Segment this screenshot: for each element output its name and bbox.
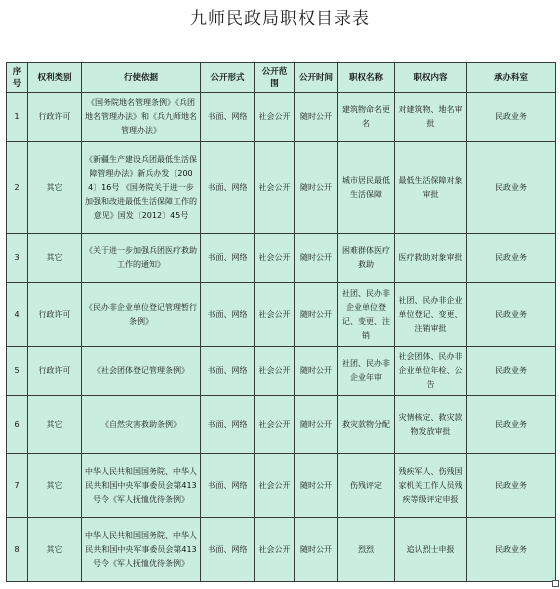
cell-scope: 社会公开 bbox=[255, 454, 295, 518]
cell-time: 随时公开 bbox=[295, 234, 338, 283]
cell-content: 最低生活保障对象审批 bbox=[395, 142, 467, 234]
cell-category: 行政许可 bbox=[28, 347, 82, 396]
cell-office: 民政业务 bbox=[467, 142, 556, 234]
cell-no: 2 bbox=[7, 142, 28, 234]
cell-name: 社团、民办非企业单位登记、变更、注销 bbox=[338, 283, 395, 347]
header-row bbox=[7, 63, 556, 93]
cell-time: 随时公开 bbox=[295, 283, 338, 347]
authority-table-sheet bbox=[6, 62, 555, 582]
cell-scope: 社会公开 bbox=[255, 396, 295, 454]
cell-time: 随时公开 bbox=[295, 142, 338, 234]
cell-office: 民政业务 bbox=[467, 347, 556, 396]
table-row bbox=[7, 518, 556, 582]
cell-office: 民政业务 bbox=[467, 234, 556, 283]
cell-name: 伤残评定 bbox=[338, 454, 395, 518]
cell-form: 书面、网络 bbox=[201, 396, 255, 454]
cell-basis: 《民办非企业单位登记管理暂行条例》 bbox=[82, 283, 201, 347]
cell-basis: 中华人民共和国国务院、中华人民共和国中央军事委员会第413号令《军人抚恤优待条例》 bbox=[82, 518, 201, 582]
cell-name: 城市居民最低生活保障 bbox=[338, 142, 395, 234]
cell-no: 1 bbox=[7, 93, 28, 142]
header-cell-scope: 公开范围 bbox=[255, 63, 295, 93]
cell-time: 随时公开 bbox=[295, 454, 338, 518]
cell-name: 救灾款物分配 bbox=[338, 396, 395, 454]
cell-name: 建筑物命名更名 bbox=[338, 93, 395, 142]
cell-basis: 《关于进一步加强兵团医疗救助工作的通知》 bbox=[82, 234, 201, 283]
cell-category: 其它 bbox=[28, 234, 82, 283]
cell-name: 烈烈 bbox=[338, 518, 395, 582]
header-cell-form: 公开形式 bbox=[201, 63, 255, 93]
cell-office: 民政业务 bbox=[467, 396, 556, 454]
header-cell-no: 序号 bbox=[7, 63, 28, 93]
header-cell-content: 职权内容 bbox=[395, 63, 467, 93]
cell-form: 书面、网络 bbox=[201, 93, 255, 142]
cell-category: 其它 bbox=[28, 454, 82, 518]
cell-scope: 社会公开 bbox=[255, 347, 295, 396]
cell-office: 民政业务 bbox=[467, 283, 556, 347]
cell-form: 书面、网络 bbox=[201, 347, 255, 396]
cell-time: 随时公开 bbox=[295, 93, 338, 142]
table-row bbox=[7, 347, 556, 396]
cell-content: 对建筑物、地名审批 bbox=[395, 93, 467, 142]
corner-resize-handle bbox=[552, 580, 559, 587]
cell-scope: 社会公开 bbox=[255, 234, 295, 283]
cell-office: 民政业务 bbox=[467, 518, 556, 582]
cell-form: 书面、网络 bbox=[201, 454, 255, 518]
cell-category: 行政许可 bbox=[28, 283, 82, 347]
cell-content: 医疗救助对象审批 bbox=[395, 234, 467, 283]
cell-name: 困难群体医疗救助 bbox=[338, 234, 395, 283]
cell-basis: 《社会团体登记管理条例》 bbox=[82, 347, 201, 396]
cell-form: 书面、网络 bbox=[201, 283, 255, 347]
cell-content: 社团、民办非企业单位登记、变更、注销审批 bbox=[395, 283, 467, 347]
table-row bbox=[7, 234, 556, 283]
cell-basis: 《新疆生产建设兵团最低生活保障管理办法》新兵办发〔2004〕16号 《国务院关于进一步加强和改进最低生活保障工作的意见》国发〔2012〕45号 bbox=[82, 142, 201, 234]
cell-form: 书面、网络 bbox=[201, 142, 255, 234]
table-row bbox=[7, 283, 556, 347]
cell-content: 社会团体、民办非企业单位年检、公告 bbox=[395, 347, 467, 396]
cell-category: 其它 bbox=[28, 142, 82, 234]
table-row bbox=[7, 454, 556, 518]
cell-content: 追认烈士申报 bbox=[395, 518, 467, 582]
header-cell-basis: 行使依据 bbox=[82, 63, 201, 93]
cell-no: 8 bbox=[7, 518, 28, 582]
cell-time: 随时公开 bbox=[295, 396, 338, 454]
cell-no: 4 bbox=[7, 283, 28, 347]
header-cell-office: 承办科室 bbox=[467, 63, 556, 93]
cell-time: 随时公开 bbox=[295, 347, 338, 396]
cell-basis: 《国务院地名管理条例》《兵团地名管理办法》和《兵九师地名管理办法》 bbox=[82, 93, 201, 142]
document-title: 九师民政局职权目录表 bbox=[190, 9, 370, 29]
table-row bbox=[7, 93, 556, 142]
cell-no: 5 bbox=[7, 347, 28, 396]
cell-category: 行政许可 bbox=[28, 93, 82, 142]
cell-name: 社团、民办非企业年审 bbox=[338, 347, 395, 396]
cell-form: 书面、网络 bbox=[201, 518, 255, 582]
cell-category: 其它 bbox=[28, 518, 82, 582]
cell-category: 其它 bbox=[28, 396, 82, 454]
cell-office: 民政业务 bbox=[467, 454, 556, 518]
header-cell-time: 公开时间 bbox=[295, 63, 338, 93]
table-row bbox=[7, 396, 556, 454]
cell-basis: 《自然灾害救助条例》 bbox=[82, 396, 201, 454]
header-cell-category: 权利类别 bbox=[28, 63, 82, 93]
cell-no: 3 bbox=[7, 234, 28, 283]
cell-scope: 社会公开 bbox=[255, 518, 295, 582]
cell-scope: 社会公开 bbox=[255, 93, 295, 142]
cell-form: 书面、网络 bbox=[201, 234, 255, 283]
header-cell-name: 职权名称 bbox=[338, 63, 395, 93]
cell-scope: 社会公开 bbox=[255, 283, 295, 347]
cell-no: 7 bbox=[7, 454, 28, 518]
table-row bbox=[7, 142, 556, 234]
cell-content: 残疾军人、伤残国家机关工作人员残疾等级评定申报 bbox=[395, 454, 467, 518]
cell-no: 6 bbox=[7, 396, 28, 454]
cell-basis: 中华人民共和国国务院、中华人民共和国中央军事委员会第413号令《军人抚恤优待条例》 bbox=[82, 454, 201, 518]
cell-content: 灾情核定、救灾款物发放审批 bbox=[395, 396, 467, 454]
cell-scope: 社会公开 bbox=[255, 142, 295, 234]
cell-office: 民政业务 bbox=[467, 93, 556, 142]
cell-time: 随时公开 bbox=[295, 518, 338, 582]
authority-table bbox=[6, 62, 556, 582]
